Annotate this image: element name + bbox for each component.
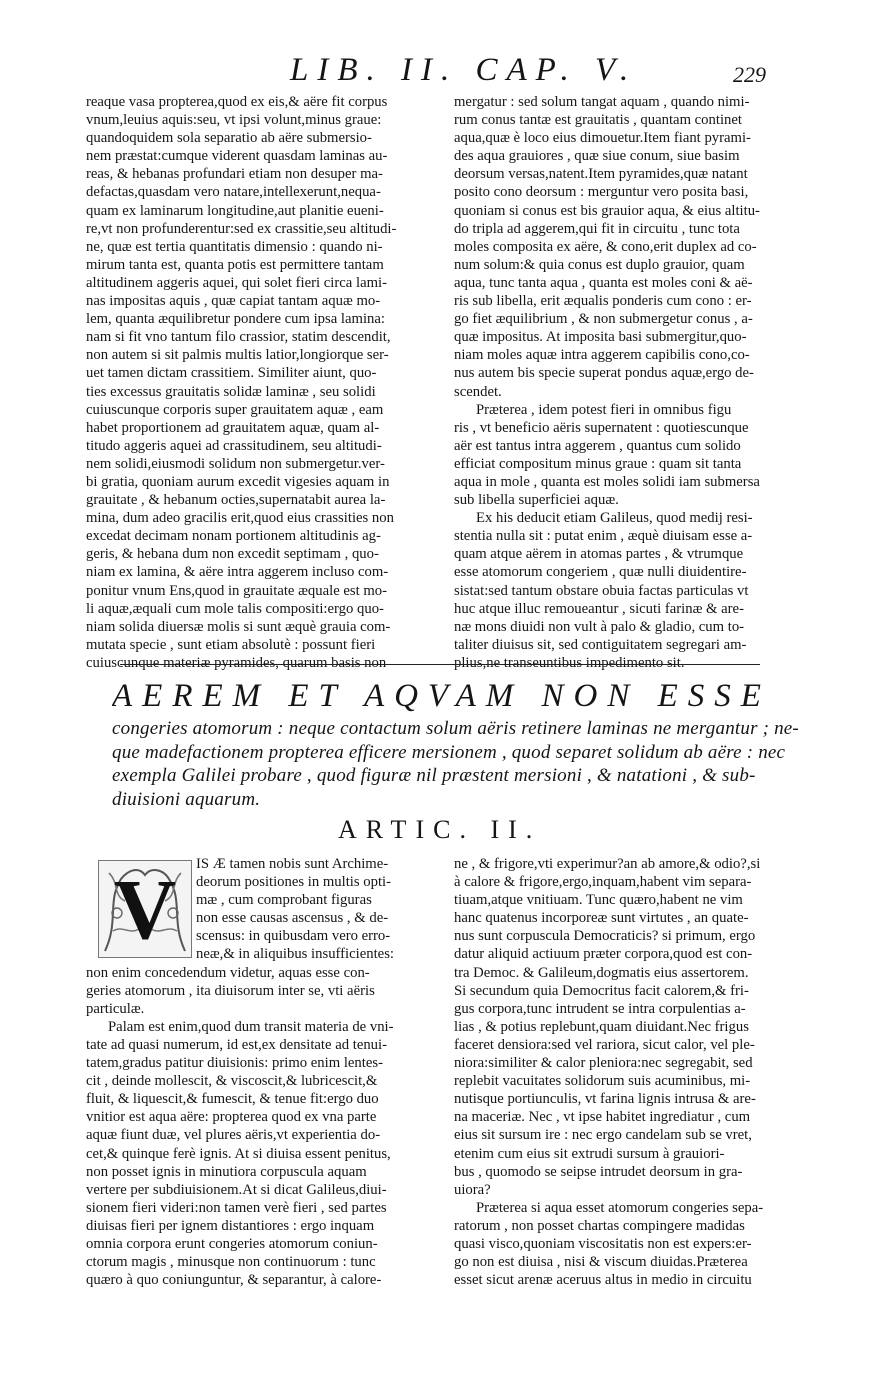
heading-line: exempla Galilei probare , quod figuræ nil præstent mersioni , & natationi , & sub-: [112, 765, 756, 786]
text-line: quam ex laminarum longitudine,aut planitie eueni-: [86, 202, 384, 219]
text-line: altitudinem aggeris aquei, qui solet fieri circa lami-: [86, 274, 387, 291]
heading-line: que madefactionem propterea efficere mersionem , quod separet solidum ab aëre : nec: [112, 741, 786, 763]
text-line: mirum tanta est, quanta potis est permittere tantam: [86, 256, 384, 273]
text-line: IS Æ tamen nobis sunt Archime-: [196, 856, 389, 872]
text-line: plius,ne transeuntibus impedimento sit.: [454, 654, 685, 671]
text-line: taliter diuisus sit, sed contiguitatem segregari am-: [454, 636, 747, 653]
running-head: [0, 52, 878, 92]
text-line: cuiuscunque corporis super grauitatem aquæ , eam: [86, 401, 384, 418]
column-top-left: [86, 93, 438, 672]
text-line: non esse causas ascensus , & de-: [196, 910, 389, 927]
article-number: ARTIC. II.: [338, 815, 542, 844]
text-line: ris sub libella, erit æqualis ponderis cum cono : er-: [454, 293, 752, 310]
text-line: datur aliquid actiuum præter corpora,quod est con-: [454, 946, 753, 963]
text-line: fluit, & liquescit,& fumescit, & tenue fit:ergo duo: [86, 1091, 379, 1108]
text-line: esset sicut arenæ aceruus altus in medio in circuitu: [454, 1272, 752, 1289]
text-line: moles composita ex aëre, & cono,erit duplex ad co-: [454, 238, 757, 255]
text-line: Præterea si aqua esset atomorum congeries sepa-: [476, 1199, 764, 1216]
text-line: des aqua grauiores , quæ siue conum, siue basim: [454, 148, 740, 165]
text-line: lem, quanta æquilibretur pondere cum ipsa lamina:: [86, 311, 385, 328]
text-line: titudo aggeris aquei ad crassitudinem, seu altitudi-: [86, 437, 382, 454]
text-line: vnitior est aqua aëre: propterea quod ex vna parte: [86, 1109, 377, 1126]
text-line: lias , & potius replebunt,quam diuidant.Nec frigus: [454, 1018, 749, 1035]
text-line: quæro à quo coniunguntur, & separantur, à calore-: [86, 1272, 382, 1289]
text-line: eius sit sursum ire : nec ergo candelam sub se vret,: [454, 1127, 752, 1144]
text-line: replebit vacuitates solidorum suis acuminibus, mi-: [454, 1073, 751, 1090]
text-line: reaque vasa propterea,quod ex eis,& aëre fit corpus: [86, 94, 388, 110]
text-line: tra Democ. & Galileum,dogmatis eius assertorem.: [454, 964, 749, 981]
text-line: deorsum versas,natent.Item pyramides,quæ natant: [454, 166, 748, 183]
text-line: gus corpora,tunc intrudent se intra corpulentias a-: [454, 1000, 746, 1017]
text-line: cuiuscunque materiæ pyramides, quarum basis non: [86, 654, 387, 671]
text-line: etenim cum eius sit extrudi sursum à grauiori-: [454, 1145, 725, 1162]
section-divider: [120, 664, 760, 665]
text-line: ne , & frigore,vti experimur?an ab amore,& odio?,si: [454, 856, 761, 872]
text-line: aër est tantus intra aggerem , quantus cum solido: [454, 437, 741, 454]
text-line: nus autem bis specie superat pondus aquæ,ergo de-: [454, 365, 754, 382]
text-line: quam atque aërem in atomas partes , & vtrumque: [454, 546, 744, 563]
text-line: go fiet æquilibrium , & non submergetur conus , a-: [454, 311, 753, 328]
text-line: posito cono deorsum : merguntur vero posita basi,: [454, 184, 749, 201]
text-line: reas, & hebanas profundari etiam non desuper ma-: [86, 166, 383, 183]
text-line: niam moles aquæ intra aggerem capibilis cono,co-: [454, 347, 750, 364]
article-heading-caps: AEREM ET AQVAM NON ESSE: [112, 678, 771, 714]
column-bottom-left: [86, 855, 438, 1289]
text-line: uet tamen dictam crassitiem. Similiter aiunt, quo-: [86, 365, 377, 382]
text-line: non posset ignis in minutiora corpuscula aquam: [86, 1163, 367, 1180]
text-line: mergatur : sed solum tangat aquam , quando nimi-: [454, 94, 750, 110]
text-line: ctorum magis , minusque non continuorum : tunc: [86, 1254, 376, 1271]
text-line: deorum positiones in multis opti-: [196, 874, 392, 891]
text-line: niora:similiter & calor pleniora:nec segregabit, sed: [454, 1055, 753, 1072]
text-line: aqua in mole , quanta est moles solidi iam submersa: [454, 473, 760, 490]
text-line: non autem si sit palmis multis latior,longiorque ser-: [86, 347, 389, 364]
text-line: niam ex lamina, & aëre intra aggerem incluso com-: [86, 564, 389, 581]
text-line: omnia corpora erunt congeries atomorum coniun-: [86, 1235, 378, 1252]
column-top-right: [454, 93, 774, 672]
text-line: geries atomorum , ita diuisorum inter se, vti aëris: [86, 982, 375, 999]
heading-line: congeries atomorum : neque contactum solum aëris retinere laminas ne mergantur ; ne-: [112, 718, 799, 739]
text-line: vnum,leuius aquis:seu, vt ipsi volunt,minus graue:: [86, 112, 382, 129]
article-heading-subtitle: [112, 717, 802, 811]
text-line: non enim concedendum videtur, aquas esse con-: [86, 964, 370, 981]
text-line: ties excessus grauitatis solidæ laminæ , seu solidi: [86, 383, 376, 400]
text-line: do tripla ad aggerem,qui fit in circuitu , tunc tota: [454, 220, 740, 237]
text-line: quandoquidem sola separatio ab aëre submersio-: [86, 130, 372, 147]
text-line: hanc quatenus incorporeæ sunt virtutes , an quate-: [454, 910, 749, 927]
text-line: Præterea , idem potest fieri in omnibus figu: [476, 401, 732, 418]
text-line: defactas,quasdam vero natare,intellexerunt,nequa-: [86, 184, 381, 201]
text-line: scensus: in quibusdam vero erro-: [196, 928, 391, 945]
text-line: grauitate , & hebanum octies,supernatabit aurea la-: [86, 492, 386, 509]
text-line: aqua,quæ è loco eius dimouetur.Item fiant pyrami-: [454, 130, 751, 147]
text-line: quæ impositus. At imposita basi submergitur,quo-: [454, 329, 747, 346]
text-line: rum conus tantæ est grauitatis , quantam continet: [454, 112, 742, 129]
text-line: uiora?: [454, 1181, 491, 1198]
text-line: ne, quæ est tertia quantitatis dimensio : quando ni-: [86, 238, 383, 255]
text-line: niam solida diuersæ molis si sunt æquè grauia com-: [86, 618, 391, 635]
text-line: stentia nulla sit : putat enim , æquè diuisam esse a-: [454, 528, 753, 545]
text-line: nam si fit vno tantum filo crassior, statim descendit,: [86, 329, 391, 346]
text-line: excedat decimam nonam portionem altitudinis ag-: [86, 528, 381, 545]
text-line: nem præstat:cumque viderent quasdam laminas au-: [86, 148, 388, 165]
initial-letter: V: [113, 861, 177, 957]
text-line: bus , quomodo se seipse intrudet deorsum in gra-: [454, 1163, 743, 1180]
text-line: li aquæ,æquali cum mole talis compositi:ergo quo-: [86, 600, 384, 617]
text-line: Ex his deducit etiam Galileus, quod medij resi-: [476, 510, 753, 527]
text-line: faceret densiora:sed vel rariora, sicut calor, vel ple-: [454, 1036, 755, 1053]
text-line: aqua, tunc tanta aqua , quanta est moles coni & aë-: [454, 274, 753, 291]
text-line: quasi visco,quoniam viscositatis non est expers:er-: [454, 1235, 752, 1252]
text-line: particulæ.: [86, 1000, 145, 1017]
text-line: nutisque portiunculis, vt farina lignis intrusa & are-: [454, 1091, 756, 1108]
text-line: næ mons diuidi non vult à palo & gladio, cum to-: [454, 618, 745, 635]
text-line: aquæ fiunt duæ, vel plures aëris,vt experientia do-: [86, 1127, 381, 1144]
text-line: vertere per subdiuisionem.At si dicat Galileus,diui-: [86, 1181, 387, 1198]
text-line: sistat:sed tantum obstare obuia factas particulas vt: [454, 582, 749, 599]
text-line: mutata specie , sunt etiam absolutè : possunt fieri: [86, 636, 376, 653]
running-title: LIB. II. CAP. V.: [290, 52, 638, 88]
text-line: num solum:& quia conus est duplo grauior, quam: [454, 256, 745, 273]
text-line: esse atomorum congeriem , quæ nulli diuidentire-: [454, 564, 747, 581]
column-bottom-right: [454, 855, 774, 1289]
text-line: huc atque illuc remoueantur , sicuti farinæ & are-: [454, 600, 744, 617]
text-line: bi gratia, quoniam aurum excedit vigesies aquam in: [86, 473, 390, 490]
text-line: go non est diuisa , nisi & viscum diuidas.Præterea: [454, 1254, 748, 1271]
text-line: cet,& quinque ferè ignis. At si diuisa essent penitus,: [86, 1145, 391, 1162]
text-line: quoniam si conus est bis grauior aqua, & eius altitu-: [454, 202, 760, 219]
text-line: na maceriæ. Nec , vt ipse habitet ingrediatur , cum: [454, 1109, 751, 1126]
text-line: re,vt non profunderentur:sed ex crassitie,seu altitudi-: [86, 220, 397, 237]
text-line: efficiat compositum minus graue : quam sit tanta: [454, 455, 742, 472]
text-line: diuisas fieri per ignem distantiores : ergo inquam: [86, 1217, 375, 1234]
text-line: mæ , cum comprobant figuras: [196, 892, 372, 909]
text-line: mina, dum adeo gracilis erit,quod eius crassities non: [86, 510, 394, 527]
text-line: geris, & hebana dum non excedit septimam , quo-: [86, 546, 379, 563]
page-number: 229: [733, 62, 766, 87]
text-line: Si secundum quia Democritus facit calorem,& fri-: [454, 982, 749, 999]
text-line: à calore & frigore,ergo,inquam,habent vim separa-: [454, 874, 752, 891]
text-line: ponitur vnum Ens,quod in grauitate æquale est mo-: [86, 582, 388, 599]
text-line: nas impositas aquis , quæ capiat tantam aquæ mo-: [86, 293, 381, 310]
text-line: tiuam,atque vnitiuam. Tunc quæro,habent ne vim: [454, 892, 743, 909]
text-line: nus sunt corpuscula Democraticis? si primum, ergo: [454, 928, 756, 945]
text-line: cit , deinde mollescit, & viscoscit,& lubricescit,&: [86, 1073, 378, 1090]
heading-line: diuisioni aquarum.: [112, 788, 261, 810]
text-line: sub libella superficiei aquæ.: [454, 492, 619, 509]
text-line: habet proportionem ad grauitatem aquæ, quam al-: [86, 419, 380, 436]
text-line: scendet.: [454, 383, 502, 400]
text-line: tatem,gradus patitur diuisionis: primo enim lentes-: [86, 1055, 383, 1072]
text-line: Palam est enim,quod dum transit materia de vni-: [108, 1018, 394, 1035]
text-line: sionem fieri videri:non tamen verè fieri , sed partes: [86, 1199, 387, 1216]
text-line: tate ad quasi numerum, id est,ex densitate ad tenui-: [86, 1036, 388, 1053]
text-line: nem solidi,eiusmodi solidum non submergetur.ver-: [86, 455, 385, 472]
text-line: neæ,& in aliquibus insufficientes:: [196, 946, 394, 963]
text-line: ratorum , non posset chartas compingere madidas: [454, 1217, 745, 1234]
text-line: ris , vt beneficio aëris supernatent : quotiescunque: [454, 419, 749, 436]
